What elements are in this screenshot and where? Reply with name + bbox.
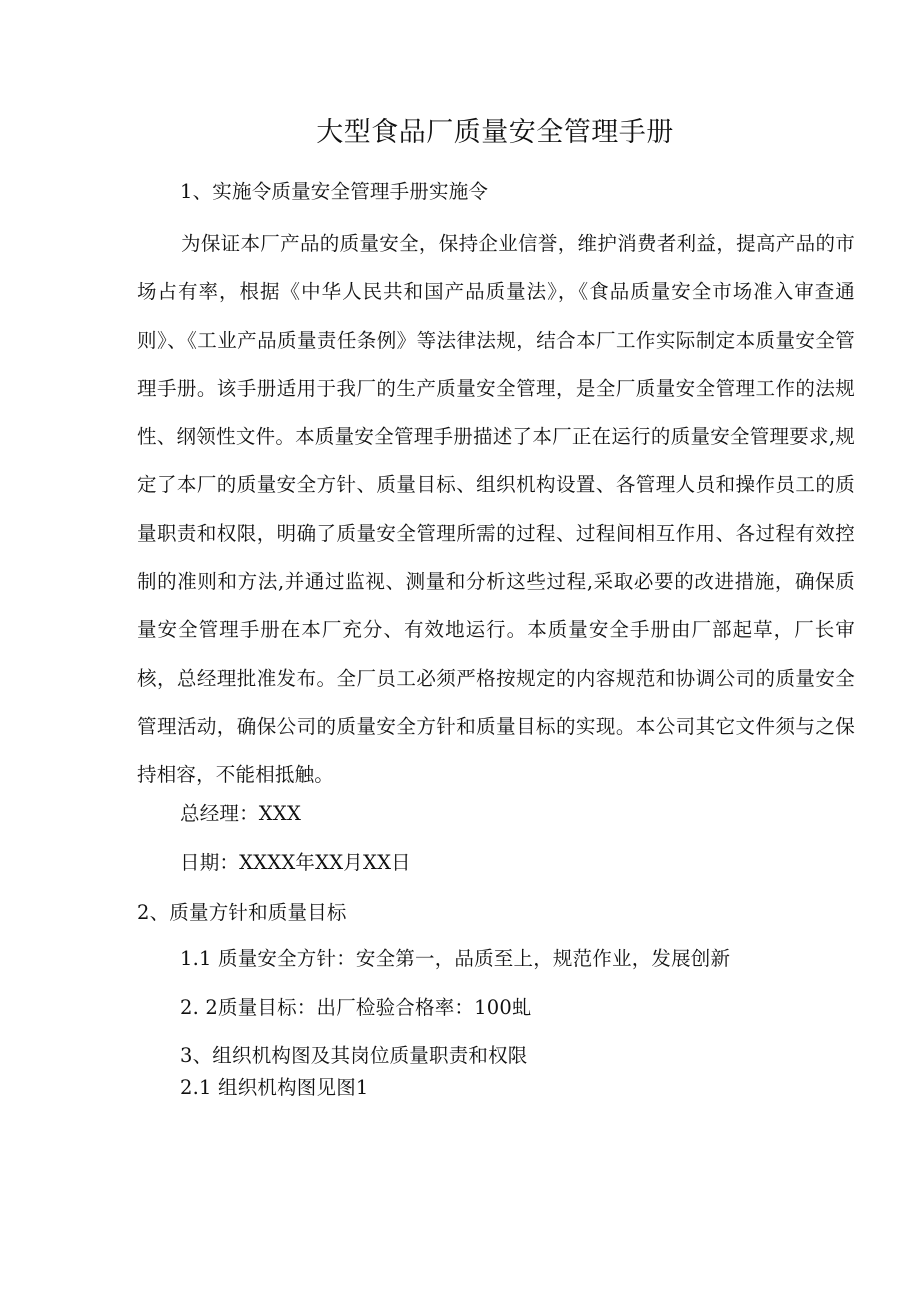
section-1-heading: 1、实施令质量安全管理手册实施令 [180,180,489,203]
quality-objective-item: 2. 2质量目标：出厂检验合格率：100虬 [180,996,532,1019]
document-title: 大型食品厂质量安全管理手册 [316,117,674,148]
date-line: 日期：XXXX年XX月XX日 [180,851,411,874]
org-chart-item: 2.1 组织机构图见图1 [180,1076,369,1099]
signature-line: 总经理：XXX [180,802,302,825]
quality-policy-item: 1.1 质量安全方针：安全第一，品质至上，规范作业，发展创新 [180,947,731,970]
section-2-heading: 2、质量方针和质量目标 [137,901,347,924]
section-3-heading: 3、组织机构图及其岗位质量职责和权限 [180,1044,528,1067]
section-1-body: 为保证本厂产品的质量安全，保持企业信誉，维护消费者利益，提高产品的市场占有率，根据《中华人民共和国产品质量法》，《食品质量安全市场准入审查通则》、《工业产品质量责任条例》等法律法规，结合本厂工作实际制定本质量安全管理手册。该手册适用于我厂的生产质量安全管理，是全厂质量安全管理工作的法规性、纲领性文件。本质量安全管理手册描述了本厂正在运行的质量安全管理要求,规定了本厂的质量安全方针、质量目标、组织机构设置、各管理人员和操作员工的质量职责和权限，明确了质量安全管理所需的过程、过程间相互作用、各过程有效控制的准则和方法,并通过监视、测量和分析这些过程,采取必要的改进措施，确保质量安全管理手册在本厂充分、有效地运行。本质量安全手册由厂部起草，厂长审核，总经理批准发布。全厂员工必须严格按规定的内容规范和协调公司的质量安全管理活动，确保公司的质量安全方针和质量目标的实现。本公司其它文件须与之保持相容，不能相抵触。 [137,232,855,787]
